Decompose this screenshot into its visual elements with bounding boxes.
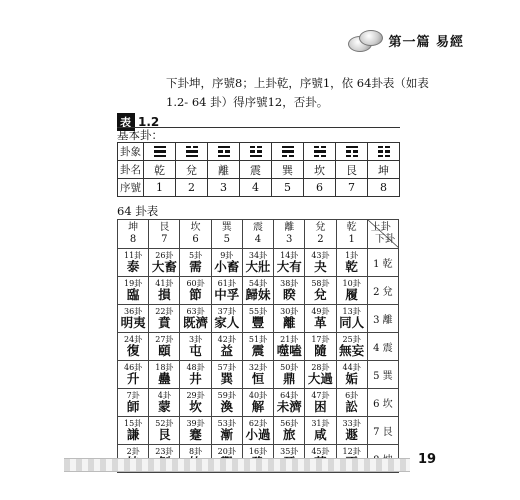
hexagram-number: 29卦	[186, 391, 205, 400]
hexagram-name: 隨	[314, 343, 327, 358]
hexagram-cell	[149, 305, 180, 333]
hexagram-name: 漸	[220, 427, 234, 442]
hexagram-cell	[305, 361, 336, 389]
hexagram-name: 兌	[314, 287, 327, 302]
hexagram-number: 58卦	[311, 279, 330, 288]
corner-header	[367, 220, 398, 249]
hexagram-number: 18卦	[155, 363, 174, 372]
column-header	[242, 220, 273, 249]
hexagram-name: 姤	[345, 371, 358, 386]
hexagram-cell	[305, 305, 336, 333]
hexagram-number: 34卦	[248, 251, 268, 260]
hexagram-number: 30卦	[280, 307, 299, 316]
hexagram-name: 乾	[345, 259, 358, 274]
hexagram-cell	[118, 389, 149, 417]
hexagram-name: 蠱	[158, 371, 171, 386]
trigram-name: 巽	[272, 161, 304, 179]
hexagram-cell	[149, 361, 180, 389]
hexagram-name: 豐	[251, 315, 265, 330]
hexagram-number: 23卦	[155, 447, 174, 456]
hexagram-cell	[336, 361, 367, 389]
hexagram-name: 解	[251, 399, 265, 414]
hexagram-number: 42卦	[217, 335, 236, 344]
hexagram-number: 64卦	[280, 391, 299, 400]
row-head: 卦象	[118, 143, 144, 161]
hexagram-name: 屯	[189, 343, 202, 358]
column-header	[211, 220, 242, 249]
hexagram-number: 25卦	[342, 335, 361, 344]
corner-upper-label: 上卦	[370, 222, 391, 233]
hexagram-number: 8卦	[189, 447, 203, 456]
hexagram-number: 12卦	[342, 447, 361, 456]
basic-trigram-table	[117, 142, 400, 197]
hexagram-name: 蒙	[158, 399, 171, 414]
hexagram-name: 需	[189, 259, 202, 274]
hexagram-number: 50卦	[280, 363, 299, 372]
hexagram-name: 大有	[276, 259, 302, 274]
hexagram-cell	[305, 333, 336, 361]
hexagram-cell	[211, 277, 242, 305]
column-header	[274, 220, 305, 249]
trigram-number: 1	[144, 179, 176, 197]
hexagram-cell	[211, 417, 242, 445]
hexagram-name: 明夷	[120, 315, 146, 330]
hexagram-number: 27卦	[155, 335, 174, 344]
hexagram-cell	[180, 333, 211, 361]
hexagram-number: 2卦	[126, 447, 140, 456]
hexagram-cell	[242, 333, 273, 361]
hexagram-cell	[149, 389, 180, 417]
hexagram-cell	[180, 417, 211, 445]
hexagram-name: 訟	[345, 399, 358, 414]
hexagram-number: 59卦	[217, 391, 236, 400]
column-trigram-number: 8	[129, 234, 137, 245]
row-trigram-label: 4 震	[367, 333, 398, 361]
column-trigram-number: 6	[192, 234, 199, 245]
hexagram-number: 36卦	[124, 307, 143, 316]
trigram-cell	[336, 143, 368, 161]
row-trigram-label: 2 兌	[367, 277, 398, 305]
hexagram-number: 1卦	[345, 251, 359, 260]
table-row	[118, 417, 399, 445]
hexagram-name: 履	[345, 287, 358, 302]
hexagram-number: 54卦	[248, 279, 268, 288]
trigram-cell	[176, 143, 208, 161]
hexagram-cell	[305, 277, 336, 305]
hexagram-name: 師	[126, 399, 140, 414]
hexagram-number: 9卦	[220, 251, 234, 260]
table-label-prefix: 表	[117, 113, 135, 131]
trigram-number: 4	[240, 179, 272, 197]
hexagram-name: 大過	[307, 371, 333, 386]
hexagram-cell	[274, 249, 305, 277]
hexagram-cell	[242, 305, 273, 333]
hexagram-number: 5卦	[189, 251, 203, 260]
hexagram-number: 56卦	[280, 419, 299, 428]
coins-icon	[348, 28, 382, 52]
hexagram-cell	[118, 361, 149, 389]
hexagram-name: 噬嗑	[276, 343, 302, 358]
hexagram-number: 31卦	[311, 419, 330, 428]
hexagram-cell	[118, 277, 149, 305]
hexagram-cell	[305, 417, 336, 445]
column-header-row	[118, 220, 399, 249]
hexagram-number: 17卦	[311, 335, 330, 344]
hexagram-cell	[242, 389, 273, 417]
hexagram-name: 震	[251, 343, 265, 358]
trigram-cell	[368, 143, 400, 161]
hexagram-cell	[180, 389, 211, 417]
trigram-number: 8	[368, 179, 400, 197]
hexagram-name: 賁	[158, 315, 171, 330]
intro-line: 1.2- 64 卦）得序號12，否卦。	[166, 95, 329, 109]
hexagram-name: 艮	[158, 427, 171, 442]
hexagram-number: 26卦	[155, 251, 174, 260]
trigram-symbol-icon	[144, 146, 175, 157]
trigram-cell	[144, 143, 176, 161]
hexagram-number: 13卦	[342, 307, 361, 316]
hexagram-cell	[274, 305, 305, 333]
trigram-number: 3	[208, 179, 240, 197]
intro-line: 下卦坤，序號8；上卦乾，序號1，依 64卦表（如表	[166, 76, 429, 90]
row-head: 序號	[118, 179, 144, 197]
hexagram-cell	[211, 389, 242, 417]
row-trigram-label: 3 離	[367, 305, 398, 333]
trigram-symbol-icon	[272, 146, 303, 157]
column-header	[336, 220, 367, 249]
hexagram-number: 16卦	[248, 447, 268, 456]
hexagram-cell	[149, 277, 180, 305]
column-trigram-number: 3	[286, 234, 293, 245]
hexagram-number: 49卦	[311, 307, 330, 316]
hexagram-number: 46卦	[124, 363, 143, 372]
hexagram-cell	[211, 333, 242, 361]
hexagram-name: 離	[282, 315, 296, 330]
column-header	[305, 220, 336, 249]
hexagram-name: 既濟	[183, 315, 209, 330]
hexagram-name: 頤	[158, 343, 171, 358]
intro-paragraph	[166, 74, 434, 112]
trigram-name: 艮	[336, 161, 368, 179]
trigram-number: 7	[336, 179, 368, 197]
trigram-name: 乾	[144, 161, 176, 179]
hexagram-cell	[149, 249, 180, 277]
hexagram-number: 6卦	[345, 391, 359, 400]
hexagram-name: 大畜	[151, 259, 177, 274]
hexagram-number: 47卦	[311, 391, 330, 400]
hexagram-number: 7卦	[126, 391, 140, 400]
hexagram-cell	[211, 305, 242, 333]
hexagram-name: 渙	[220, 399, 234, 414]
hexagram-cell	[336, 277, 367, 305]
table-row	[118, 333, 399, 361]
column-trigram-name: 兌	[315, 222, 326, 233]
hexagram-name: 家人	[214, 315, 240, 330]
hexagram-cell	[336, 389, 367, 417]
column-header	[118, 220, 149, 249]
hexagram-number: 14卦	[280, 251, 299, 260]
column-trigram-name: 巽	[221, 222, 232, 233]
table-row	[118, 249, 399, 277]
hexagram-name: 旅	[282, 427, 296, 442]
hexagram-number: 37卦	[217, 307, 236, 316]
trigram-symbol-icon	[304, 146, 335, 157]
hexagram-cell	[118, 305, 149, 333]
hexagram-number: 55卦	[248, 307, 268, 316]
trigram-cell	[240, 143, 272, 161]
hexagram-name: 謙	[126, 427, 140, 442]
trigram-symbol-icon	[368, 146, 399, 157]
hexagram-cell	[180, 305, 211, 333]
hexagram-cell	[118, 333, 149, 361]
hexagram-number: 28卦	[311, 363, 330, 372]
column-header	[149, 220, 180, 249]
trigram-number: 5	[272, 179, 304, 197]
trigram-symbol-icon	[240, 146, 271, 157]
hexagram-number: 43卦	[311, 251, 330, 260]
hexagram-cell	[211, 361, 242, 389]
row-trigram-label: 6 坎	[367, 389, 398, 417]
hexagram-table-title: 64 卦表	[117, 204, 159, 218]
hexagram-cell	[274, 417, 305, 445]
hexagram-number: 63卦	[186, 307, 205, 316]
hexagram-cell	[242, 417, 273, 445]
page-number: 19	[418, 452, 437, 467]
trigram-number: 2	[176, 179, 208, 197]
hexagram-name: 無妄	[339, 343, 365, 358]
table-row	[118, 305, 399, 333]
column-trigram-number: 7	[161, 234, 168, 245]
trigram-name: 震	[240, 161, 272, 179]
hexagram-name: 臨	[126, 287, 140, 302]
hexagram-number: 35卦	[280, 447, 299, 456]
trigram-name: 坎	[304, 161, 336, 179]
hexagram-cell	[336, 333, 367, 361]
hexagram-number: 4卦	[157, 391, 171, 400]
hexagram-name: 益	[220, 343, 234, 358]
hexagram-number: 48卦	[186, 363, 205, 372]
column-trigram-number: 1	[348, 234, 355, 245]
row-trigram-label: 7 艮	[367, 417, 398, 445]
hexagram-number: 53卦	[217, 419, 236, 428]
trigram-cell	[272, 143, 304, 161]
column-trigram-number: 2	[317, 234, 324, 245]
trigram-symbol-row	[118, 143, 400, 161]
column-trigram-number: 5	[223, 234, 230, 245]
hexagram-name: 損	[158, 287, 171, 302]
table-row	[118, 389, 399, 417]
hexagram-cell	[274, 389, 305, 417]
hexagram-number: 51卦	[248, 335, 268, 344]
hexagram-name: 大壯	[245, 259, 271, 274]
footer-ornament	[64, 452, 410, 474]
hexagram-number: 33卦	[342, 419, 361, 428]
trigram-symbol-icon	[208, 146, 239, 157]
hexagram-name: 咸	[314, 427, 327, 442]
trigram-symbol-icon	[176, 146, 207, 157]
hexagram-number: 41卦	[155, 279, 174, 288]
table-row	[118, 361, 399, 389]
hexagram-cell	[305, 389, 336, 417]
hexagram-number: 52卦	[155, 419, 174, 428]
hexagram-name: 復	[126, 343, 140, 358]
chapter-title: 第一篇 易經	[388, 34, 464, 50]
hexagram-number: 19卦	[124, 279, 143, 288]
hexagram-name: 夬	[314, 259, 327, 274]
column-trigram-name: 艮	[159, 222, 170, 233]
hexagram-cell	[149, 333, 180, 361]
hexagram-name: 同人	[339, 315, 365, 330]
hexagram-name: 小畜	[214, 259, 240, 274]
hexagram-cell	[336, 249, 367, 277]
hexagram-cell	[180, 277, 211, 305]
row-trigram-label: 5 巽	[367, 361, 398, 389]
row-trigram-label: 1 乾	[367, 249, 398, 277]
basic-trigrams-title: 基本卦：	[117, 128, 163, 142]
chapter-header	[348, 28, 464, 52]
hexagram-cell	[336, 305, 367, 333]
table-label-number: 1.2	[138, 115, 160, 129]
hexagram-number: 21卦	[280, 335, 299, 344]
hexagram-name: 未濟	[276, 399, 302, 414]
hexagram-number: 24卦	[124, 335, 143, 344]
hexagram-name: 小過	[245, 427, 271, 442]
hexagram-cell	[118, 249, 149, 277]
hexagram-name: 恒	[251, 371, 265, 386]
hexagram-cell	[180, 361, 211, 389]
hexagram-name: 革	[314, 315, 327, 330]
row-head: 卦名	[118, 161, 144, 179]
column-trigram-name: 坤	[128, 222, 139, 233]
hexagram-number: 45卦	[311, 447, 330, 456]
trigram-cell	[208, 143, 240, 161]
table-row	[118, 277, 399, 305]
hexagram-name: 困	[314, 399, 327, 414]
hexagram-number: 3卦	[189, 335, 203, 344]
hexagram-number: 38卦	[280, 279, 299, 288]
column-trigram-name: 離	[284, 222, 295, 233]
trigram-name: 兌	[176, 161, 208, 179]
column-trigram-name: 乾	[346, 222, 357, 233]
hexagram-number: 39卦	[186, 419, 205, 428]
hexagram-number: 62卦	[248, 419, 268, 428]
hexagram-name: 歸妹	[245, 287, 271, 302]
hexagram-cell	[180, 249, 211, 277]
trigram-symbol-icon	[336, 146, 367, 157]
hexagram-name: 升	[126, 371, 140, 386]
hexagram-name: 坎	[189, 399, 202, 414]
hexagram-name: 節	[189, 287, 202, 302]
hexagram-name: 遯	[345, 427, 358, 442]
hexagram-cell	[242, 249, 273, 277]
trigram-name-row	[118, 161, 400, 179]
hexagram-name: 鼎	[282, 371, 296, 386]
trigram-name: 坤	[368, 161, 400, 179]
column-header	[180, 220, 211, 249]
hexagram-cell	[211, 249, 242, 277]
hexagram-number: 40卦	[248, 391, 268, 400]
trigram-number: 6	[304, 179, 336, 197]
hexagram-number: 10卦	[342, 279, 361, 288]
hexagram-number: 11卦	[124, 251, 143, 260]
hexagram-number: 15卦	[124, 419, 143, 428]
hexagram-name: 蹇	[189, 427, 202, 442]
hexagram-number: 32卦	[248, 363, 268, 372]
hexagram-cell	[242, 277, 273, 305]
hexagram-number: 57卦	[217, 363, 236, 372]
hexagram-name: 睽	[282, 287, 296, 302]
column-trigram-number: 4	[254, 234, 262, 245]
hexagram-number: 60卦	[186, 279, 205, 288]
corner-lower-label: 下卦	[375, 234, 395, 245]
hexagram-name: 中孚	[214, 287, 240, 302]
hexagram-name: 井	[189, 371, 202, 386]
hexagram-cell	[149, 417, 180, 445]
hexagram-table	[117, 219, 399, 473]
trigram-number-row	[118, 179, 400, 197]
trigram-name: 離	[208, 161, 240, 179]
hexagram-number: 44卦	[342, 363, 361, 372]
hexagram-cell	[274, 333, 305, 361]
trigram-cell	[304, 143, 336, 161]
hexagram-cell	[305, 249, 336, 277]
hexagram-cell	[336, 417, 367, 445]
hexagram-cell	[274, 277, 305, 305]
hexagram-name: 巽	[220, 371, 234, 386]
hexagram-name: 泰	[126, 259, 140, 274]
hexagram-number: 61卦	[217, 279, 236, 288]
hexagram-number: 20卦	[217, 447, 236, 456]
column-trigram-name: 坎	[190, 222, 201, 233]
hexagram-cell	[118, 417, 149, 445]
hexagram-cell	[242, 361, 273, 389]
hexagram-number: 22卦	[155, 307, 174, 316]
column-trigram-name: 震	[252, 222, 263, 233]
hexagram-cell	[274, 361, 305, 389]
